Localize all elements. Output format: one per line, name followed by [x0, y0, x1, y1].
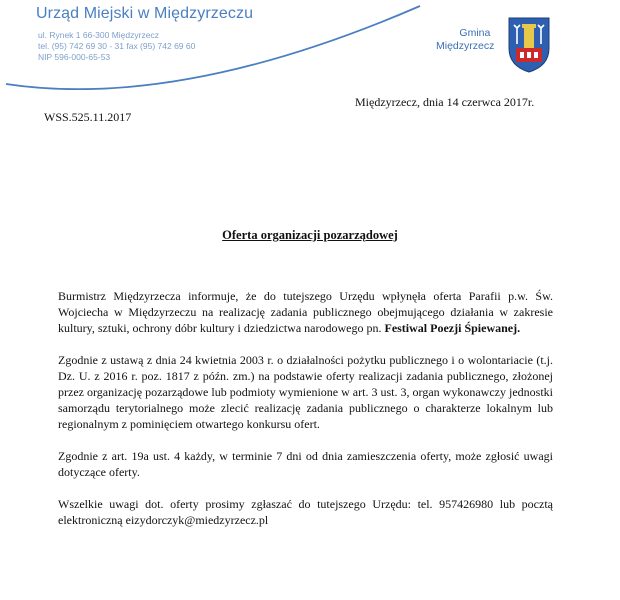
paragraph-2: Zgodnie z ustawą z dnia 24 kwietnia 2003 r. o działalności pożytku publicznego i o wolontariacie (t.j. Dz. U. z 2016 r. poz. 1817 z późn. zm.) na podstawie oferty realizacji zadania publicznego, złożonej przez organizację pozarządowe lub podmioty wymienione w art. 3 ust. 3, organ wykonawczy jednostki samorządu terytorialnego może zlecić realizację zadania publicznego o charakterze lokalnym lub regionalnym z pominięciem otwartego konkursu ofert.	[58, 353, 553, 431]
office-phone-fax: tel. (95) 742 69 30 - 31 fax (95) 742 69 60	[38, 41, 196, 51]
gmina-label	[436, 27, 494, 53]
office-address: ul. Rynek 1 66-300 Międzyrzecz	[38, 30, 159, 40]
gmina-label-line1: Gmina	[459, 27, 491, 39]
document-body	[58, 288, 553, 544]
office-nip: NIP 596-000-65-53	[38, 52, 111, 62]
document-title: Oferta organizacji pozarządowej	[222, 228, 398, 242]
letterhead	[0, 0, 620, 90]
paragraph-3: Zgodnie z art. 19a ust. 4 każdy, w terminie 7 dni od dnia zamieszczenia oferty, może zgłosić uwagi dotyczące oferty.	[58, 449, 553, 479]
reference-number: WSS.525.11.2017	[44, 110, 132, 124]
gmina-label-line2: Międzyrzecz	[436, 40, 495, 52]
office-name: Urząd Miejski w Międzyrzeczu	[36, 5, 254, 22]
paragraph-4: Wszelkie uwagi dot. oferty prosimy zgłaszać do tutejszego Urzędu: tel. 957426980 lub pocztą elektroniczną eizydorczyk@miedzyrzecz.pl	[58, 497, 553, 527]
place-date: Międzyrzecz, dnia 14 czerwca 2017r.	[355, 95, 535, 109]
festival-name: Festiwal Poezji Śpiewanej.	[384, 321, 521, 335]
paragraph-1-text: Burmistrz Międzyrzecza informuje, że do tutejszego Urzędu wpłynęła oferta Parafii p.w. Św. Wojciecha w Międzyrzeczu na realizację zadania publicznego obejmującego działania w zakresie kultury, sztuki, ochrony dóbr kultury i dziedzictwa narodowego pn.	[58, 289, 553, 335]
paragraph-1	[58, 288, 553, 336]
coat-of-arms-icon	[507, 14, 551, 74]
